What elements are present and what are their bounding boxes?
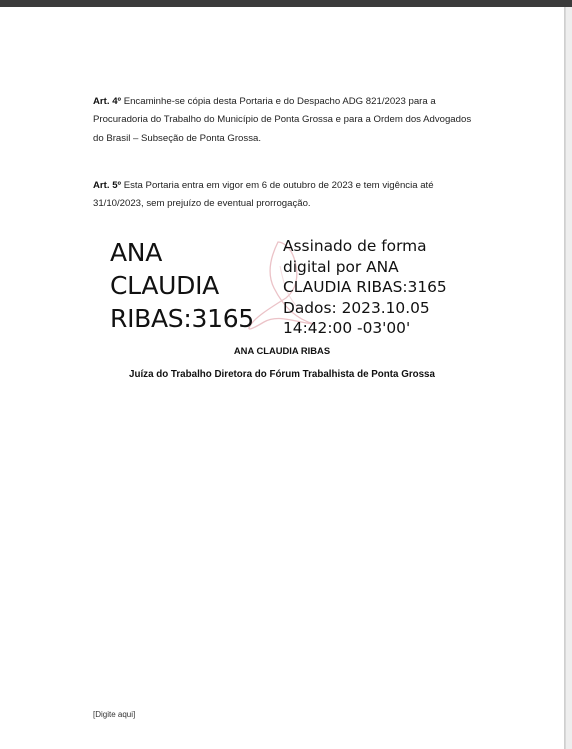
- signer-name: ANA CLAUDIA RIBAS: [233, 345, 331, 356]
- article-5-paragraph: [93, 177, 483, 214]
- signature-detail-line: 14:42:00 -03'00': [283, 319, 411, 338]
- signature-name-line: CLAUDIA: [110, 271, 219, 300]
- signature-detail-line: CLAUDIA RIBAS:3165: [283, 278, 447, 297]
- article-5-label: Art. 5º: [93, 180, 122, 191]
- article-4-label: Art. 4º: [93, 96, 122, 107]
- signer-role: Juíza do Trabalho Diretora do Fórum Trabalhista de Ponta Grossa: [129, 369, 435, 380]
- viewer-scroll-gutter[interactable]: [564, 7, 572, 749]
- signature-detail-line: Assinado de forma: [283, 237, 427, 255]
- document-page: [0, 7, 564, 749]
- viewer-top-bar: [0, 0, 572, 7]
- signature-detail-line: Dados: 2023.10.05: [283, 298, 430, 317]
- signature-details: [283, 236, 447, 339]
- article-4-text: Encaminhe-se cópia desta Portaria e do Despacho ADG 821/2023 para a Procuradoria do Trabalho do Município de Ponta Grossa e para a Ordem dos Advogados do Brasil – Subseção de Ponta Grossa.: [93, 96, 472, 144]
- signature-name: [110, 236, 254, 335]
- article-4-paragraph: [93, 93, 483, 148]
- signature-name-line: RIBAS:3165: [110, 304, 254, 333]
- article-5-text: Esta Portaria entra em vigor em 6 de outubro de 2023 e tem vigência até 31/10/2023, sem prejuízo de eventual prorrogação.: [93, 180, 434, 210]
- footer-placeholder: [Digite aqui]: [93, 710, 136, 719]
- signature-name-line: ANA: [110, 238, 163, 267]
- signature-detail-line: digital por ANA: [283, 257, 399, 276]
- digital-signature-stamp: [110, 234, 460, 344]
